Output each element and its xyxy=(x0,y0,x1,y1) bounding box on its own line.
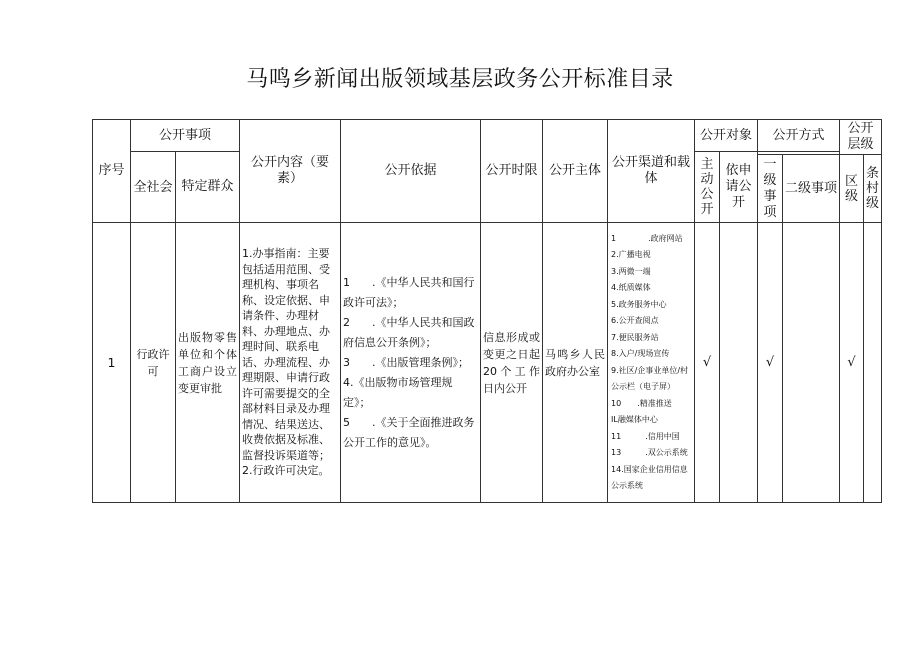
header-time: 公开时限 xyxy=(481,120,543,223)
channel-item: 9.社区/企事业单位/村公示栏（电子屏） xyxy=(611,365,689,391)
row-level2: 出版物零售单位和个体工商户设立变更审批 xyxy=(176,223,240,503)
page-title: 马鸣乡新闻出版领域基层政务公开标准目录 xyxy=(246,67,674,92)
channel-item: 13 .双公示系统 xyxy=(611,448,688,457)
row-level1: 行政许可 xyxy=(131,223,176,503)
header-level-district: 区级 xyxy=(840,155,864,223)
row-basis xyxy=(341,223,481,503)
header-obj-all: 全社会 xyxy=(131,152,176,223)
header-method: 公开方式 xyxy=(758,120,840,152)
channel-item: 10 .精准推送 xyxy=(611,398,672,408)
check-district: √ xyxy=(840,223,864,503)
channel-item: 14.国家企业信用信息公示系统 xyxy=(611,464,688,490)
check-all: √ xyxy=(695,223,720,503)
header-method-active: 主动公开 xyxy=(695,152,720,223)
basis-item: 5 .《关于全面推进政务公开工作的意见》。 xyxy=(343,415,475,449)
header-matter: 公开事项 xyxy=(131,120,240,152)
basis-item: 2 .《中华人民共和国政府信息公开条例》； xyxy=(343,315,475,349)
channel-item: 4.纸质媒体 xyxy=(611,283,651,292)
check-request xyxy=(783,223,840,503)
header-obj-specific: 特定群众 xyxy=(176,152,240,223)
channel-item: 5.政务服务中心 xyxy=(611,299,667,309)
header-level: 公开层级 xyxy=(840,120,882,155)
channel-item: 3.两微一端 xyxy=(611,266,651,276)
header-channel: 公开渠道和载体 xyxy=(608,120,695,223)
catalog-table xyxy=(92,119,882,503)
content-item: 2.行政许可决定。 xyxy=(242,464,330,478)
header-seq: 序号 xyxy=(93,120,131,223)
header-level1: 一级事项 xyxy=(758,155,783,223)
header-content: 公开内容（要素） xyxy=(240,120,341,223)
check-active: √ xyxy=(758,223,783,503)
check-specific xyxy=(720,223,758,503)
row-channels xyxy=(608,223,695,503)
header-subject: 公开主体 xyxy=(543,120,608,223)
basis-item: 4.《出版物市场管理规定》； xyxy=(343,375,453,409)
header-level-village: 条村级 xyxy=(864,155,882,223)
row-time: 信息形成或变更之日起20个工作日内公开 xyxy=(481,223,543,503)
header-object: 公开对象 xyxy=(695,120,758,152)
channel-item: 8.入户/现场宣传 xyxy=(611,349,670,358)
row-content xyxy=(240,223,341,503)
header-level2: 二级事项 xyxy=(783,155,840,223)
channel-item: 11 .信用中国 xyxy=(611,431,680,441)
content-item: 1.办事指南：主要包括适用范围、受理机构、事项名称、设定依据、申请条件、办理材料、办理地点、办理时间、联系电话、办理流程、办理期限、申请行政许可需要提交的全部材料目录及办理情况、结果送达、收费依据及标准、监督投诉渠道等； xyxy=(242,247,331,462)
channel-item: 7.便民服务站 xyxy=(611,332,659,342)
check-village xyxy=(864,223,882,503)
header-basis: 公开依据 xyxy=(341,120,481,223)
channel-item: 6.公开查阅点 xyxy=(611,316,659,325)
channel-item: IL融媒体中心 xyxy=(611,415,658,424)
row-subject: 马鸣乡人民政府办公室 xyxy=(543,223,608,503)
header-method-request: 依申请公开 xyxy=(720,152,758,223)
channel-item: 2.广播电视 xyxy=(611,250,651,259)
table-row xyxy=(93,223,882,503)
row-seq: 1 xyxy=(93,223,131,503)
basis-item: 3 .《出版管理条例》； xyxy=(343,355,470,369)
basis-item: 1 .《中华人民共和国行政许可法》； xyxy=(343,275,475,309)
channel-item: 1 .政府网站 xyxy=(611,233,683,243)
